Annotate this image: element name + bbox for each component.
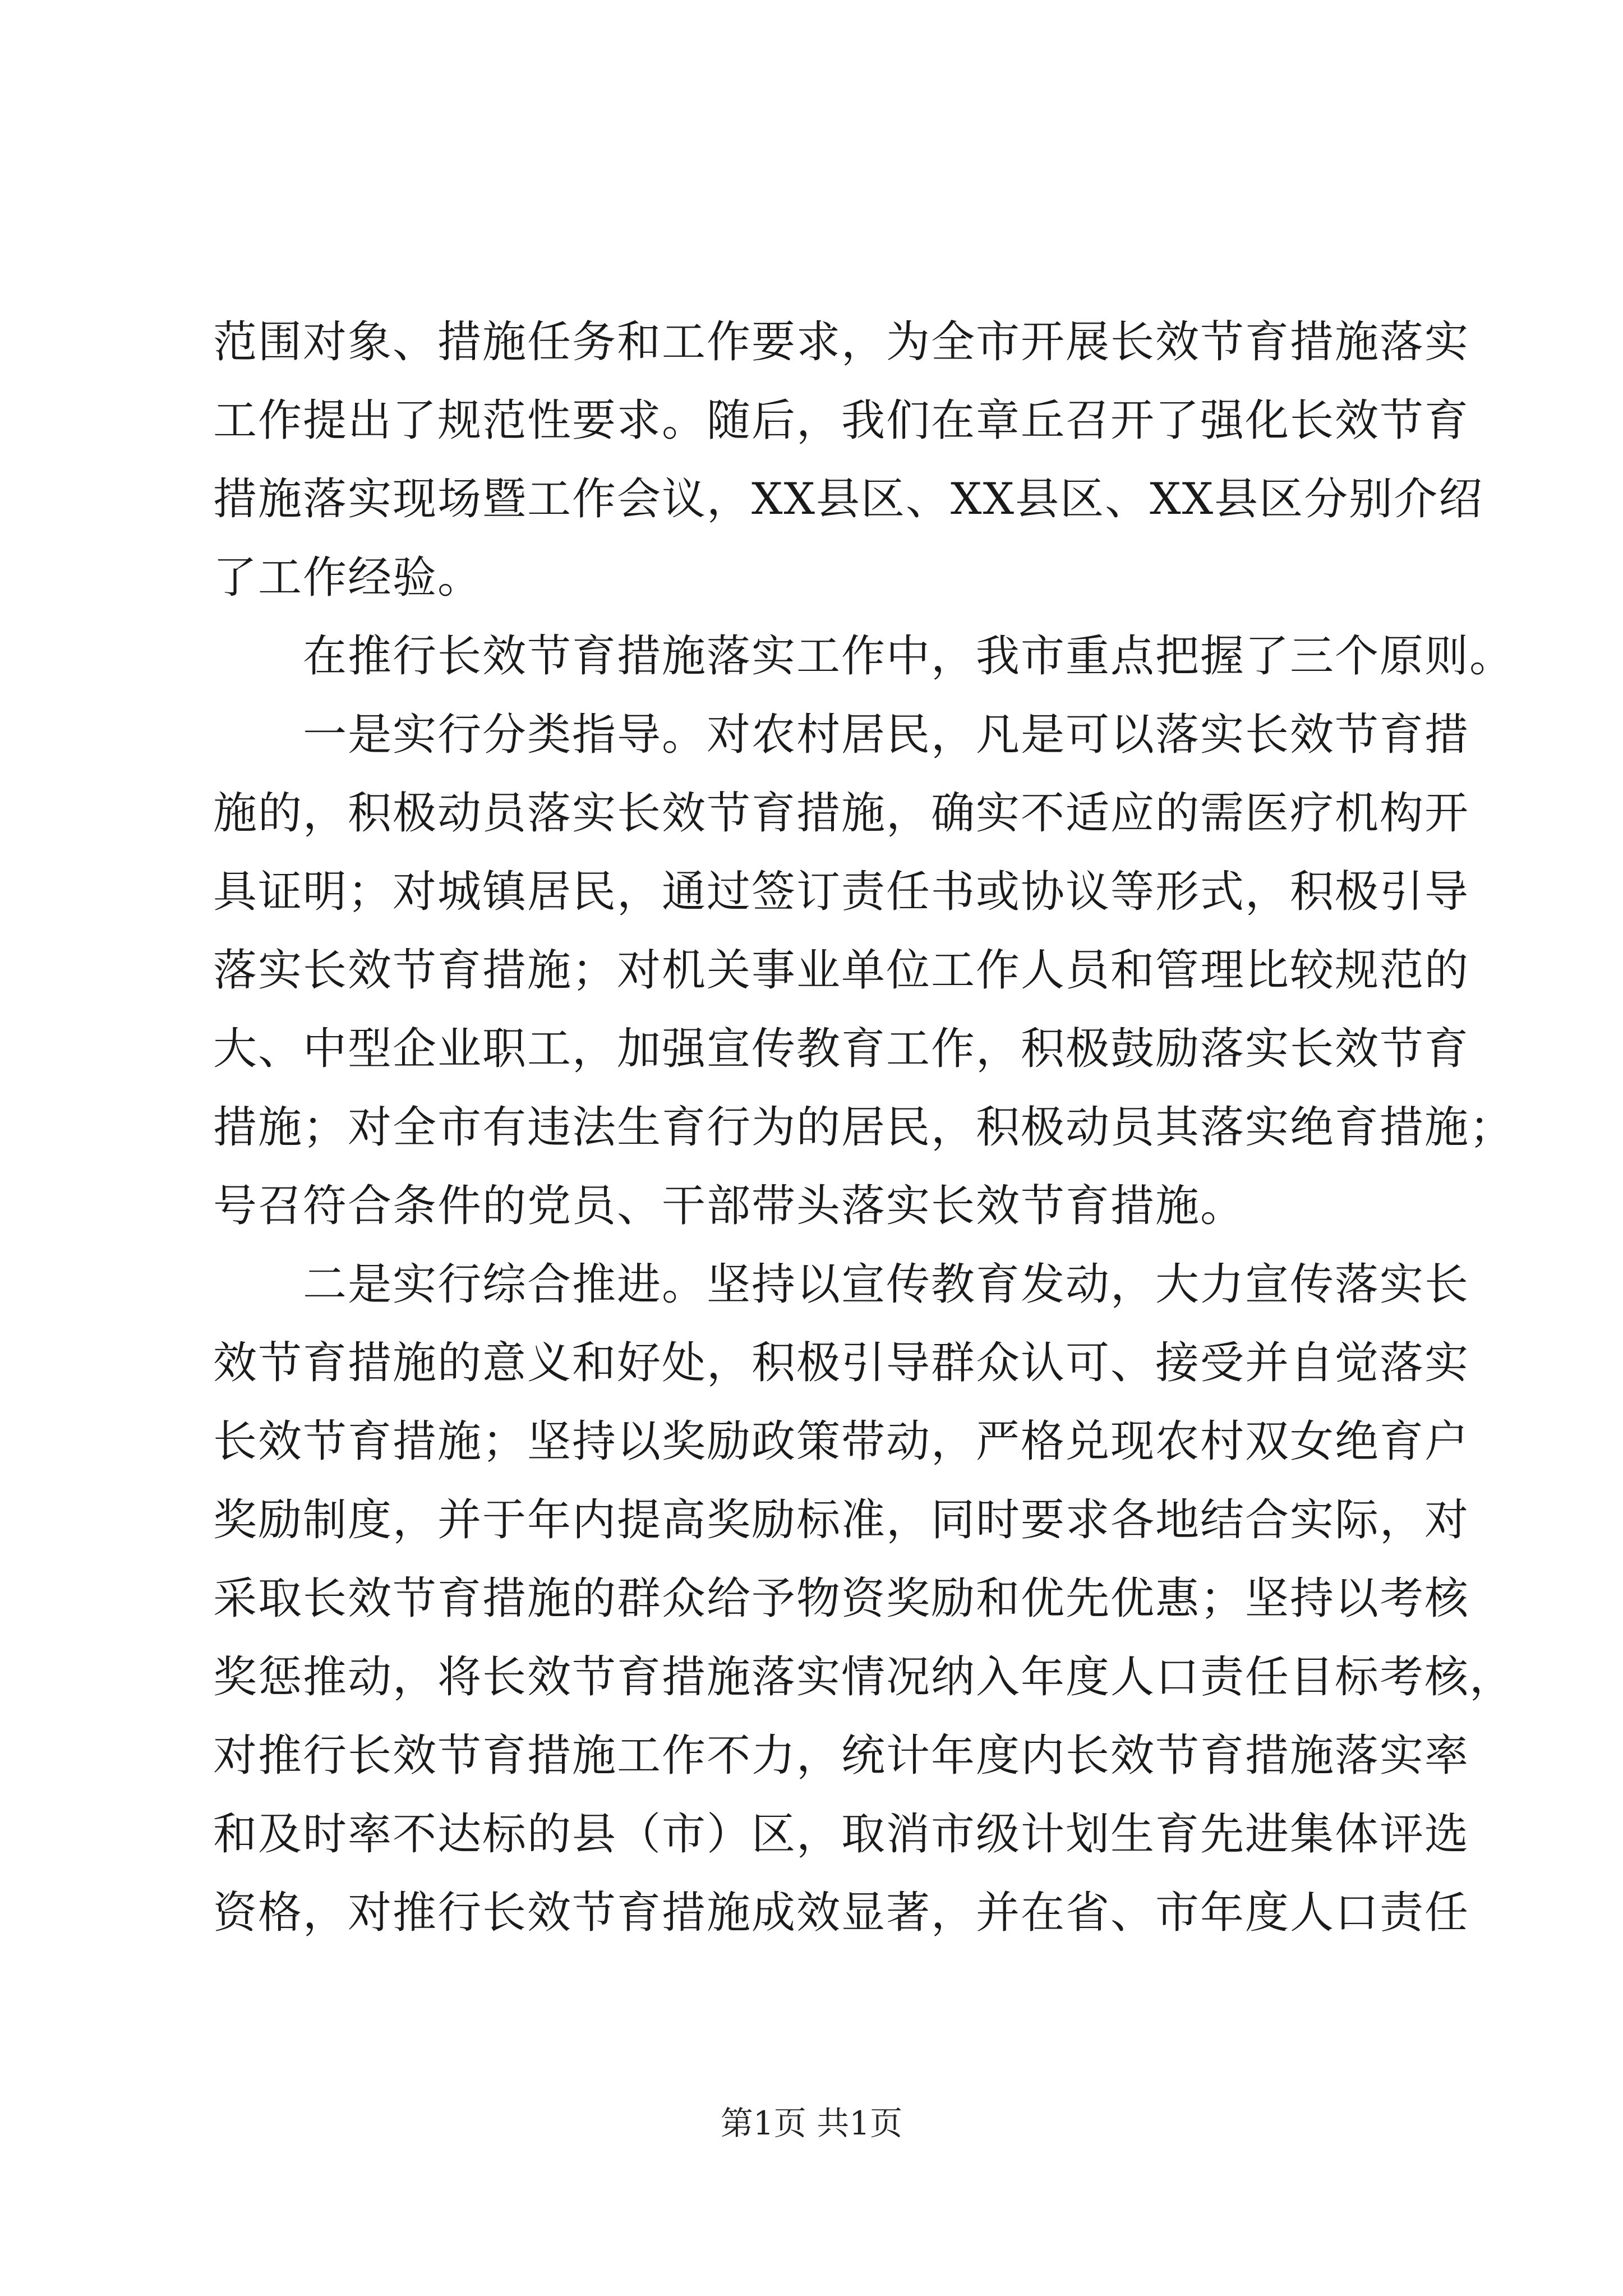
body-text-line: 号召符合条件的党员、干部带头落实长效节育措施。 <box>213 1181 1246 1231</box>
body-text-line: 和及时率不达标的县（市）区，取消市级计划生育先进集体评选 <box>213 1809 1470 1860</box>
body-text-line: 采取长效节育措施的群众给予物资奖励和优先优惠；坚持以考核 <box>213 1573 1470 1624</box>
body-text-line: 落实长效节育措施；对机关事业单位工作人员和管理比较规范的 <box>213 945 1470 996</box>
body-text-line: 工作提出了规范性要求。随后，我们在章丘召开了强化长效节育 <box>213 395 1470 446</box>
body-text-line: 措施；对全市有违法生育行为的居民，积极动员其落实绝育措施； <box>213 1102 1515 1153</box>
paragraph-first-line: 一是实行分类指导。对农村居民，凡是可以落实长效节育措 <box>303 710 1470 760</box>
body-text-line: 具证明；对城镇居民，通过签订责任书或协议等形式，积极引导 <box>213 867 1470 917</box>
body-text-line: 效节育措施的意义和好处，积极引导群众认可、接受并自觉落实 <box>213 1338 1470 1388</box>
body-text-line: 措施落实现场暨工作会议，XX县区、XX县区、XX县区分别介绍 <box>213 474 1484 524</box>
body-text-line: 大、中型企业职工，加强宣传教育工作，积极鼓励落实长效节育 <box>213 1024 1470 1074</box>
paragraph-first-line: 在推行长效节育措施落实工作中，我市重点把握了三个原则。 <box>303 631 1515 682</box>
body-text-line: 施的，积极动员落实长效节育措施，确实不适应的需医疗机构开 <box>213 788 1470 839</box>
body-text-line: 范围对象、措施任务和工作要求，为全市开展长效节育措施落实 <box>213 317 1470 367</box>
body-text-line: 资格，对推行长效节育措施成效显著，并在省、市年度人口责任 <box>213 1888 1470 1938</box>
body-text-line: 奖励制度，并于年内提高奖励标准，同时要求各地结合实际，对 <box>213 1495 1470 1545</box>
body-text-line: 奖惩推动，将长效节育措施落实情况纳入年度人口责任目标考核， <box>213 1652 1515 1703</box>
body-text-line: 了工作经验。 <box>213 553 483 603</box>
page-footer: 第1页 共1页 <box>720 2104 903 2142</box>
paragraph-first-line: 二是实行综合推进。坚持以宣传教育发动，大力宣传落实长 <box>303 1259 1470 1310</box>
body-text-line: 长效节育措施；坚持以奖励政策带动，严格兑现农村双女绝育户 <box>213 1416 1470 1467</box>
body-text-line: 对推行长效节育措施工作不力，统计年度内长效节育措施落实率 <box>213 1731 1470 1781</box>
